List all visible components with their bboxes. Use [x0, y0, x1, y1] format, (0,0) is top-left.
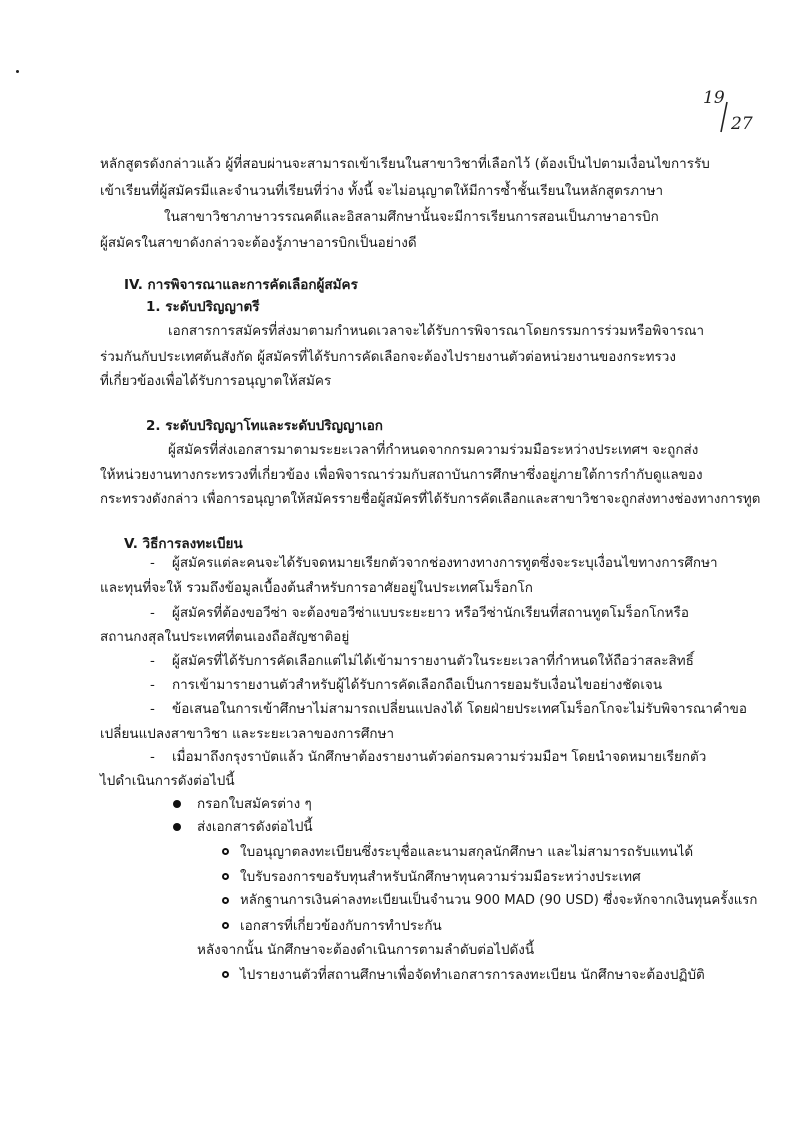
paragraph-line: เอกสารการสมัครที่ส่งมาตามกำหนดเวลาจะได้รับการพิจารณาโดยกรรมการร่วมหรือพิจารณา: [168, 323, 705, 339]
list-item: ผู้สมัครที่ต้องขอวีซ่า จะต้องขอวีซ่าแบบระยะยาว หรือวีซ่านักเรียนที่สถานทูตโมร็อกโกหรือ: [172, 605, 689, 621]
subsection-heading: 1. ระดับปริญญาตรี: [146, 299, 260, 315]
section-heading: IV. การพิจารณาและการคัดเลือกผู้สมัคร: [124, 277, 358, 293]
paragraph-line: ร่วมกันกับประเทศต้นสังกัด ผู้สมัครที่ได้รับการคัดเลือกจะต้องไปรายงานตัวต่อหน่วยงานของกระทรวง: [100, 349, 676, 365]
list-item-continuation: ไปดำเนินการดังต่อไปนี้: [100, 773, 235, 789]
circle-bullet-icon: [222, 848, 229, 855]
paragraph-line: เข้าเรียนที่ผู้สมัครมีและจำนวนที่เรียนที่ว่าง ทั้งนี้ จะไม่อนุญาตให้มีการซ้ำชั้นเรียนในหลักสูตรภาษา: [100, 183, 664, 199]
bullet-icon: [173, 823, 181, 831]
bullet-item: ส่งเอกสารดังต่อไปนี้: [197, 819, 313, 835]
paragraph-line: หลักสูตรดังกล่าวแล้ว ผู้ที่สอบผ่านจะสามารถเข้าเรียนในสาขาวิชาที่เลือกไว้ (ต้องเป็นไปตามเงื่อนไขการรับ: [100, 156, 710, 172]
circle-bullet-icon: [222, 873, 229, 880]
dash-marker: -: [150, 555, 155, 571]
bullet-item: กรอกใบสมัครต่าง ๆ: [197, 796, 312, 812]
paragraph-line: ในสาขาวิชาภาษาวรรณคดีและอิสลามศึกษานั้นจะมีการเรียนการสอนเป็นภาษาอารบิก: [164, 209, 659, 225]
section-heading: V. วิธีการลงทะเบียน: [124, 536, 243, 552]
sub-bullet-item: เอกสารที่เกี่ยวข้องกับการทำประกัน: [240, 918, 442, 934]
circle-bullet-icon: [222, 922, 229, 929]
circle-bullet-icon: [222, 971, 229, 978]
list-item-continuation: สถานกงสุลในประเทศที่ตนเองถือสัญชาติอยู่: [100, 629, 350, 645]
list-item-continuation: และทุนที่จะให้ รวมถึงข้อมูลเบื้องต้นสำหรับการอาศัยอยู่ในประเทศโมร็อกโก: [100, 580, 533, 596]
list-item: เมื่อมาถึงกรุงราบัตแล้ว นักศึกษาต้องรายงานตัวต่อกรมความร่วมมือฯ โดยนำจดหมายเรียกตัว: [172, 749, 707, 765]
handwritten-page-number: [703, 88, 763, 138]
paragraph-line: ที่เกี่ยวข้องเพื่อได้รับการอนุญาตให้สมัคร: [100, 373, 332, 389]
scan-speck: [16, 70, 19, 73]
dash-marker: -: [150, 653, 155, 669]
dash-marker: -: [150, 701, 155, 717]
list-item-continuation: เปลี่ยนแปลงสาขาวิชา และระยะเวลาของการศึกษา: [100, 726, 395, 742]
page-number-current: 19: [703, 88, 725, 108]
paragraph-line: ให้หน่วยงานทางกระทรวงที่เกี่ยวข้อง เพื่อพิจารณาร่วมกับสถาบันการศึกษาซึ่งอยู่ภายใต้การกำกับดูแลของ: [100, 467, 703, 483]
list-item: ผู้สมัครที่ได้รับการคัดเลือกแต่ไม่ได้เข้ามารายงานตัวในระยะเวลาที่กำหนดให้ถือว่าสละสิทธิ์: [172, 653, 694, 669]
dash-marker: -: [150, 749, 155, 765]
list-item: ผู้สมัครแต่ละคนจะได้รับจดหมายเรียกตัวจากช่องทางทางการทูตซึ่งจะระบุเงื่อนไขทางการศึกษา: [172, 555, 718, 571]
bullet-icon: [173, 800, 181, 808]
paragraph-line: ผู้สมัครในสาขาดังกล่าวจะต้องรู้ภาษาอารบิกเป็นอย่างดี: [100, 235, 417, 251]
paragraph-line: ผู้สมัครที่ส่งเอกสารมาตามระยะเวลาที่กำหนดจากกรมความร่วมมือระหว่างประเทศฯ จะถูกส่ง: [168, 442, 699, 458]
sub-bullet-item: ใบรับรองการขอรับทุนสำหรับนักศึกษาทุนความร่วมมือระหว่างประเทศ: [240, 869, 641, 885]
list-item: การเข้ามารายงานตัวสำหรับผู้ได้รับการคัดเลือกถือเป็นการยอมรับเงื่อนไขอย่างชัดเจน: [172, 677, 663, 693]
list-item: ข้อเสนอในการเข้าศึกษาไม่สามารถเปลี่ยนแปลงได้ โดยฝ่ายประเทศโมร็อกโกจะไม่รับพิจารณาคำขอ: [172, 701, 747, 717]
paragraph-line: หลังจากนั้น นักศึกษาจะต้องดำเนินการตามลำดับต่อไปดังนี้: [197, 942, 535, 958]
dash-marker: -: [150, 605, 155, 621]
page-number-total: 27: [731, 114, 753, 134]
dash-marker: -: [150, 677, 155, 693]
circle-bullet-icon: [222, 897, 229, 904]
sub-bullet-item: หลักฐานการเงินค่าลงทะเบียนเป็นจำนวน 900 MAD (90 USD) ซึ่งจะหักจากเงินทุนครั้งแรก: [240, 893, 758, 908]
sub-bullet-item: ใบอนุญาตลงทะเบียนซึ่งระบุชื่อและนามสกุลนักศึกษา และไม่สามารถรับแทนได้: [240, 844, 694, 860]
subsection-heading: 2. ระดับปริญญาโทและระดับปริญญาเอก: [146, 418, 383, 434]
paragraph-line: กระทรวงดังกล่าว เพื่อการอนุญาตให้สมัครรายชื่อผู้สมัครที่ได้รับการคัดเลือกและสาขาวิชาจะถูกส่งทางช่องทางการทูต: [100, 492, 761, 507]
sub-bullet-item: ไปรายงานตัวที่สถานศึกษาเพื่อจัดทำเอกสารการลงทะเบียน นักศึกษาจะต้องปฏิบัติ: [240, 967, 705, 983]
